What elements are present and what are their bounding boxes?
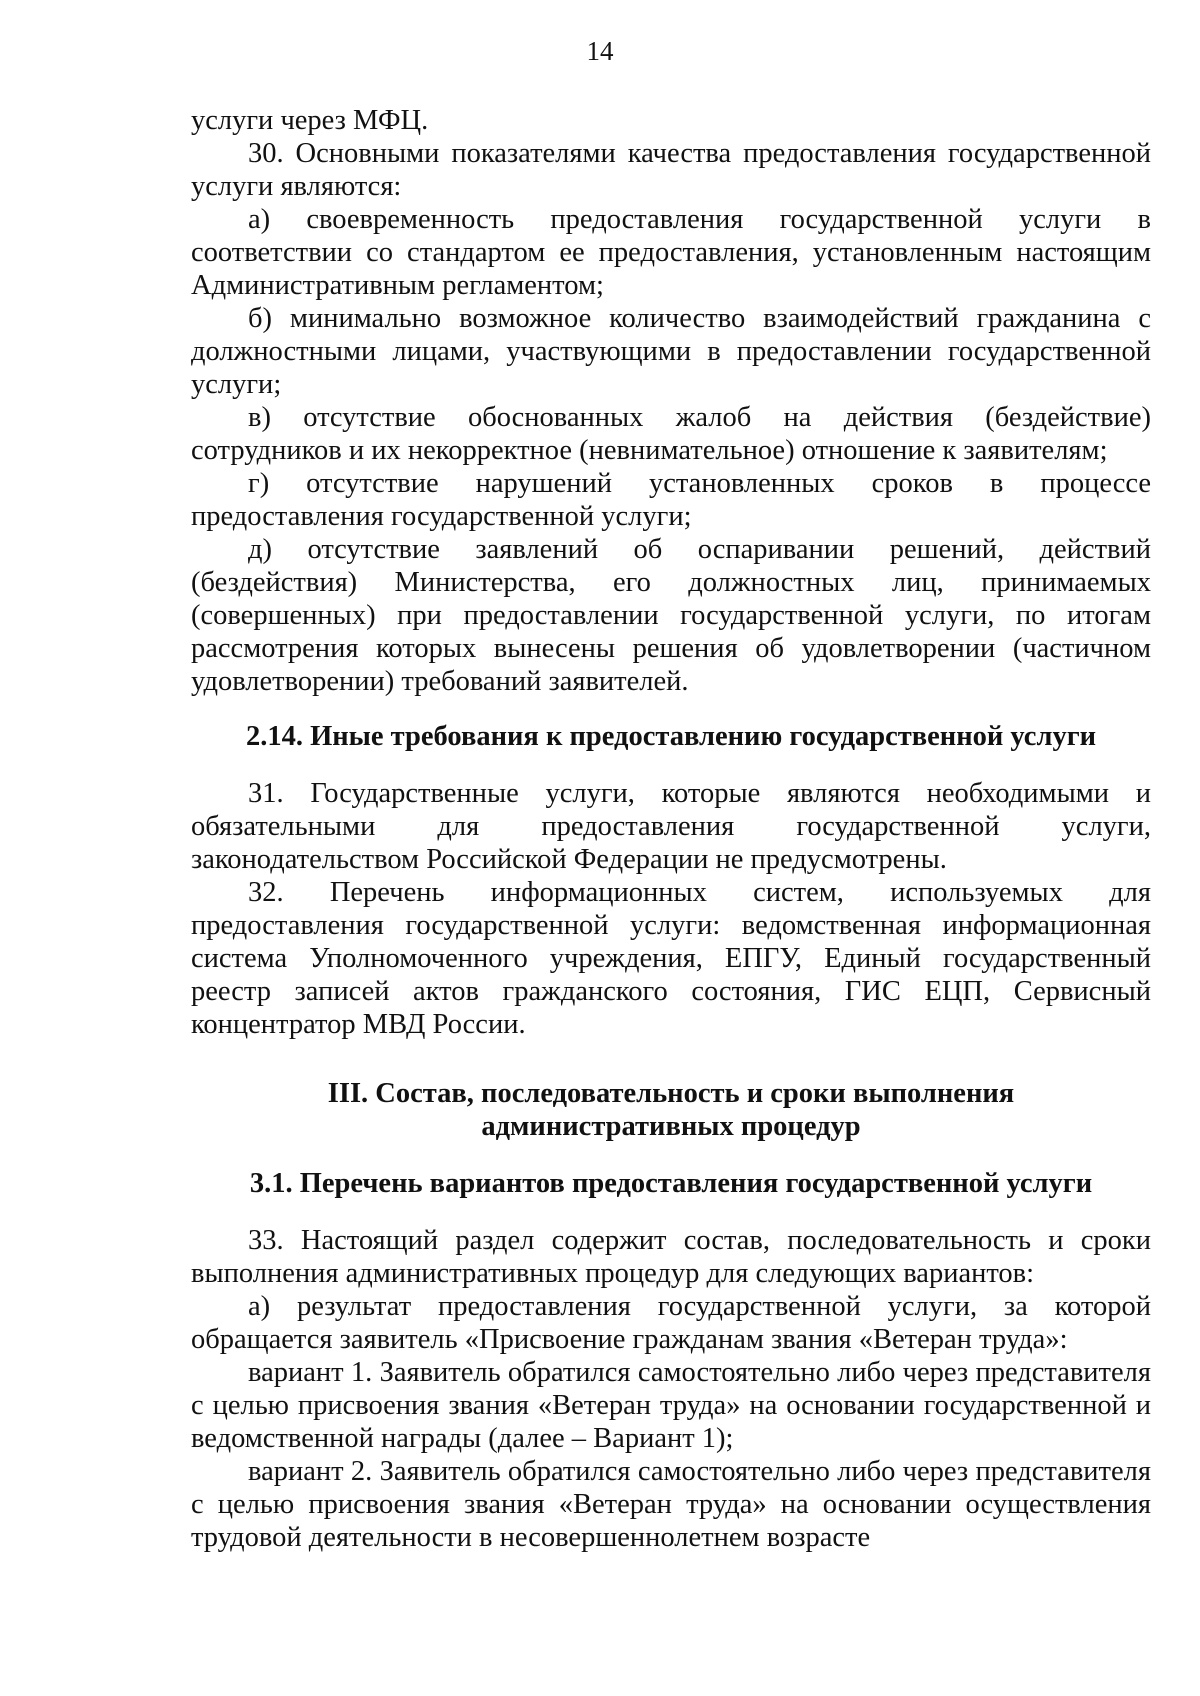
paragraph-31: 31. Государственные услуги, которые являются необходимыми и обязательными для предоставления государственной услуги, законодательством Российской Федерации не предусмотрены. [191, 778, 1151, 875]
document-body [191, 104, 1151, 1554]
paragraph-30d: д) отсутствие заявлений об оспаривании решений, действий (бездействия) Министерства, его должностных лиц, принимаемых (совершенных) при предоставлении государственной услуги, по итогам рассмотрения которых вынесены решения об удовлетворении (частичном удовлетворении) требований заявителей. [191, 534, 1151, 697]
paragraph-variant-1: вариант 1. Заявитель обратился самостоятельно либо через представителя с целью присвоения звания «Ветеран труда» на основании государственной и ведомственной награды (далее – Вариант 1); [191, 1357, 1151, 1454]
paragraph-33: 33. Настоящий раздел содержит состав, последовательность и сроки выполнения административных процедур для следующих вариантов: [191, 1225, 1151, 1289]
paragraph-30a: а) своевременность предоставления государственной услуги в соответствии со стандартом ее предоставления, установленным настоящим Административным регламентом; [191, 204, 1151, 301]
paragraph-30: 30. Основными показателями качества предоставления государственной услуги являются: [191, 138, 1151, 202]
paragraph-30v: в) отсутствие обоснованных жалоб на действия (бездействие) сотрудников и их некорректное (невнимательное) отношение к заявителям; [191, 402, 1151, 466]
heading-2-14: 2.14. Иные требования к предоставлению государственной услуги [245, 721, 1097, 752]
paragraph-33a: а) результат предоставления государственной услуги, за которой обращается заявитель «Присвоение гражданам звания «Ветеран труда»: [191, 1291, 1151, 1355]
heading-section-III [191, 1077, 1151, 1143]
paragraph-30b: б) минимально возможное количество взаимодействий гражданина с должностными лицами, участвующими в предоставлении государственной услуги; [191, 303, 1151, 400]
heading-section-III-line2: административных процедур [481, 1111, 861, 1142]
paragraph-continuation: услуги через МФЦ. [191, 105, 429, 136]
heading-3-1: 3.1. Перечень вариантов предоставления государственной услуги [249, 1168, 1093, 1199]
page-number: 14 [586, 36, 614, 66]
paragraph-32: 32. Перечень информационных систем, используемых для предоставления государственной услуги: ведомственная информационная система Уполномоченного учреждения, ЕПГУ, Единый государственный реестр записей актов гражданского состояния, ГИС ЕЦП, Сервисный концентратор МВД России. [191, 877, 1151, 1040]
heading-section-III-line1: III. Состав, последовательность и сроки выполнения [327, 1078, 1015, 1109]
paragraph-variant-2: вариант 2. Заявитель обратился самостоятельно либо через представителя с целью присвоения звания «Ветеран труда» на основании осуществления трудовой деятельности в несовершеннолетнем возрасте [191, 1456, 1151, 1553]
paragraph-30g: г) отсутствие нарушений установленных сроков в процессе предоставления государственной услуги; [191, 468, 1151, 532]
